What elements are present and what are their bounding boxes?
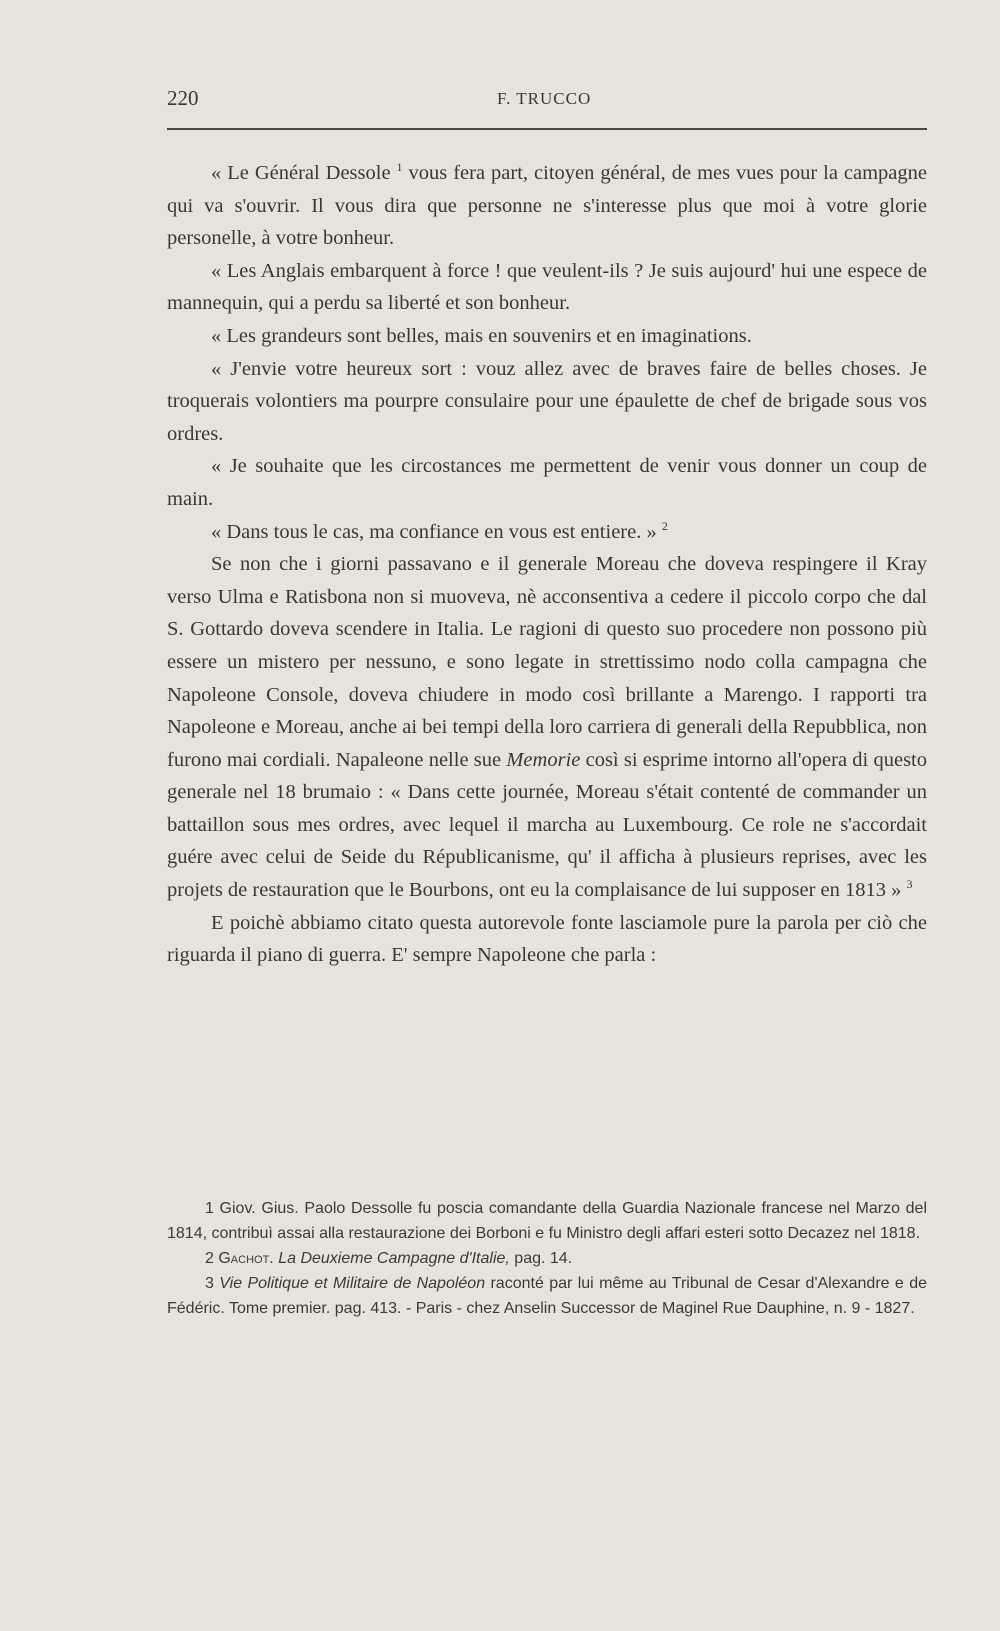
paragraph: E poichè abbiamo citato questa autorevole fonte lasciamole pure la parola per ciò che riguarda il piano di guerra. E' sempre Napoleone che parla : (167, 911, 927, 967)
footnote-1: 1 Giov. Gius. Paolo Dessolle fu poscia comandante della Guardia Nazionale francese nel Marzo del 1814, contribuì assai alla restaurazione dei Borboni e fu Ministro degli affari esteri sotto Decazez nel 1818. (167, 1200, 927, 1242)
text-span: vous fera part, citoyen général, de mes vues pour la campagne qui va s'ouvrir. Il vous dira que personne ne s'interesse plus que moi à votre glorie personelle, à votre bonheur. (167, 162, 928, 250)
footnote-text: raconté par lui même au Tribunal de Cesar d'Alexandre e de Fédéric. Tome premier. pag. 413. - Paris - chez Anselin Successor de Maginel Rue Dauphine, n. 9 - 1827. (167, 1275, 927, 1317)
page-number: 220 (167, 86, 199, 110)
paragraph (167, 157, 927, 255)
footnotes (167, 1196, 927, 1321)
running-head: F. TRUCCO (497, 89, 592, 108)
footnote-text: pag. 14. (514, 1250, 573, 1267)
footnote-ref: 2 (661, 518, 668, 533)
footnote-3 (167, 1271, 927, 1321)
text-span: così si esprime intorno all'opera di questo generale nel 18 brumaio : « Dans cette journée, Moreau s'était contenté de commander un battaillon sous mes ordres, avec lequel il marcha au Luxembourg. Ce role ne s'accordait guére avec celui de Seide du Républicanisme, qu' il afficha à plusieurs reprises, avec les projets de restauration que le Bourbons, ont eu la complaisance de lui supposer en 1813 » (167, 748, 927, 902)
main-text (167, 157, 927, 972)
footnote-title: La Deuxieme Campagne d'Italie, (278, 1250, 510, 1267)
footnote-author: Gachot. (218, 1250, 274, 1267)
footnote-ref: 1 (396, 160, 403, 175)
text-span: Se non che i giorni passavano e il generale Moreau che doveva respingere il Kray verso Ulma e Ratisbona non si muoveva, nè acconsentiva a cedere il piccolo corpo che dal S. Gottardo doveva scendere in Italia. Le ragioni di questo suo procedere non possono più essere un mistero per nessuno, e sono legate in strettissimo nodo colla campagna che Napoleone Console, doveva chiudere in modo così brillante a Marengo. I rapporti tra Napoleone e Moreau, anche ai bei tempi della loro carriera di generali della Repubblica, non furono mai cordiali. Napaleone nelle sue (167, 553, 927, 771)
paragraph: « Les grandeurs sont belles, mais en souvenirs et en imaginations. (211, 324, 752, 347)
footnote-title: Vie Politique et Militaire de Napoléon (219, 1275, 486, 1292)
paragraph (167, 516, 927, 549)
footnote-ref: 3 (906, 877, 913, 892)
italic-title: Memorie (506, 748, 581, 771)
text-span: « Dans tous le cas, ma confiance en vous est entiere. » (211, 520, 657, 543)
footnote-2 (167, 1246, 927, 1271)
paragraph: « J'envie votre heureux sort : vouz allez avec de braves faire de belles choses. Je troquerais volontiers ma pourpre consulaire pour une épaulette de chef de brigade sous vos ordres. (167, 357, 927, 445)
footnote-number: 3 (205, 1275, 214, 1292)
footnote-number: 2 (205, 1250, 214, 1267)
paragraph (167, 548, 927, 907)
page-header (167, 86, 927, 116)
header-rule (167, 128, 927, 130)
paragraph: « Les Anglais embarquent à force ! que veulent-ils ? Je suis aujourd' hui une espece de mannequin, qui a perdu sa liberté et son bonheur. (167, 259, 927, 315)
text-span: « Le Général Dessole (211, 162, 391, 184)
paragraph: « Je souhaite que les circostances me permettent de venir vous donner un coup de main. (167, 455, 927, 510)
